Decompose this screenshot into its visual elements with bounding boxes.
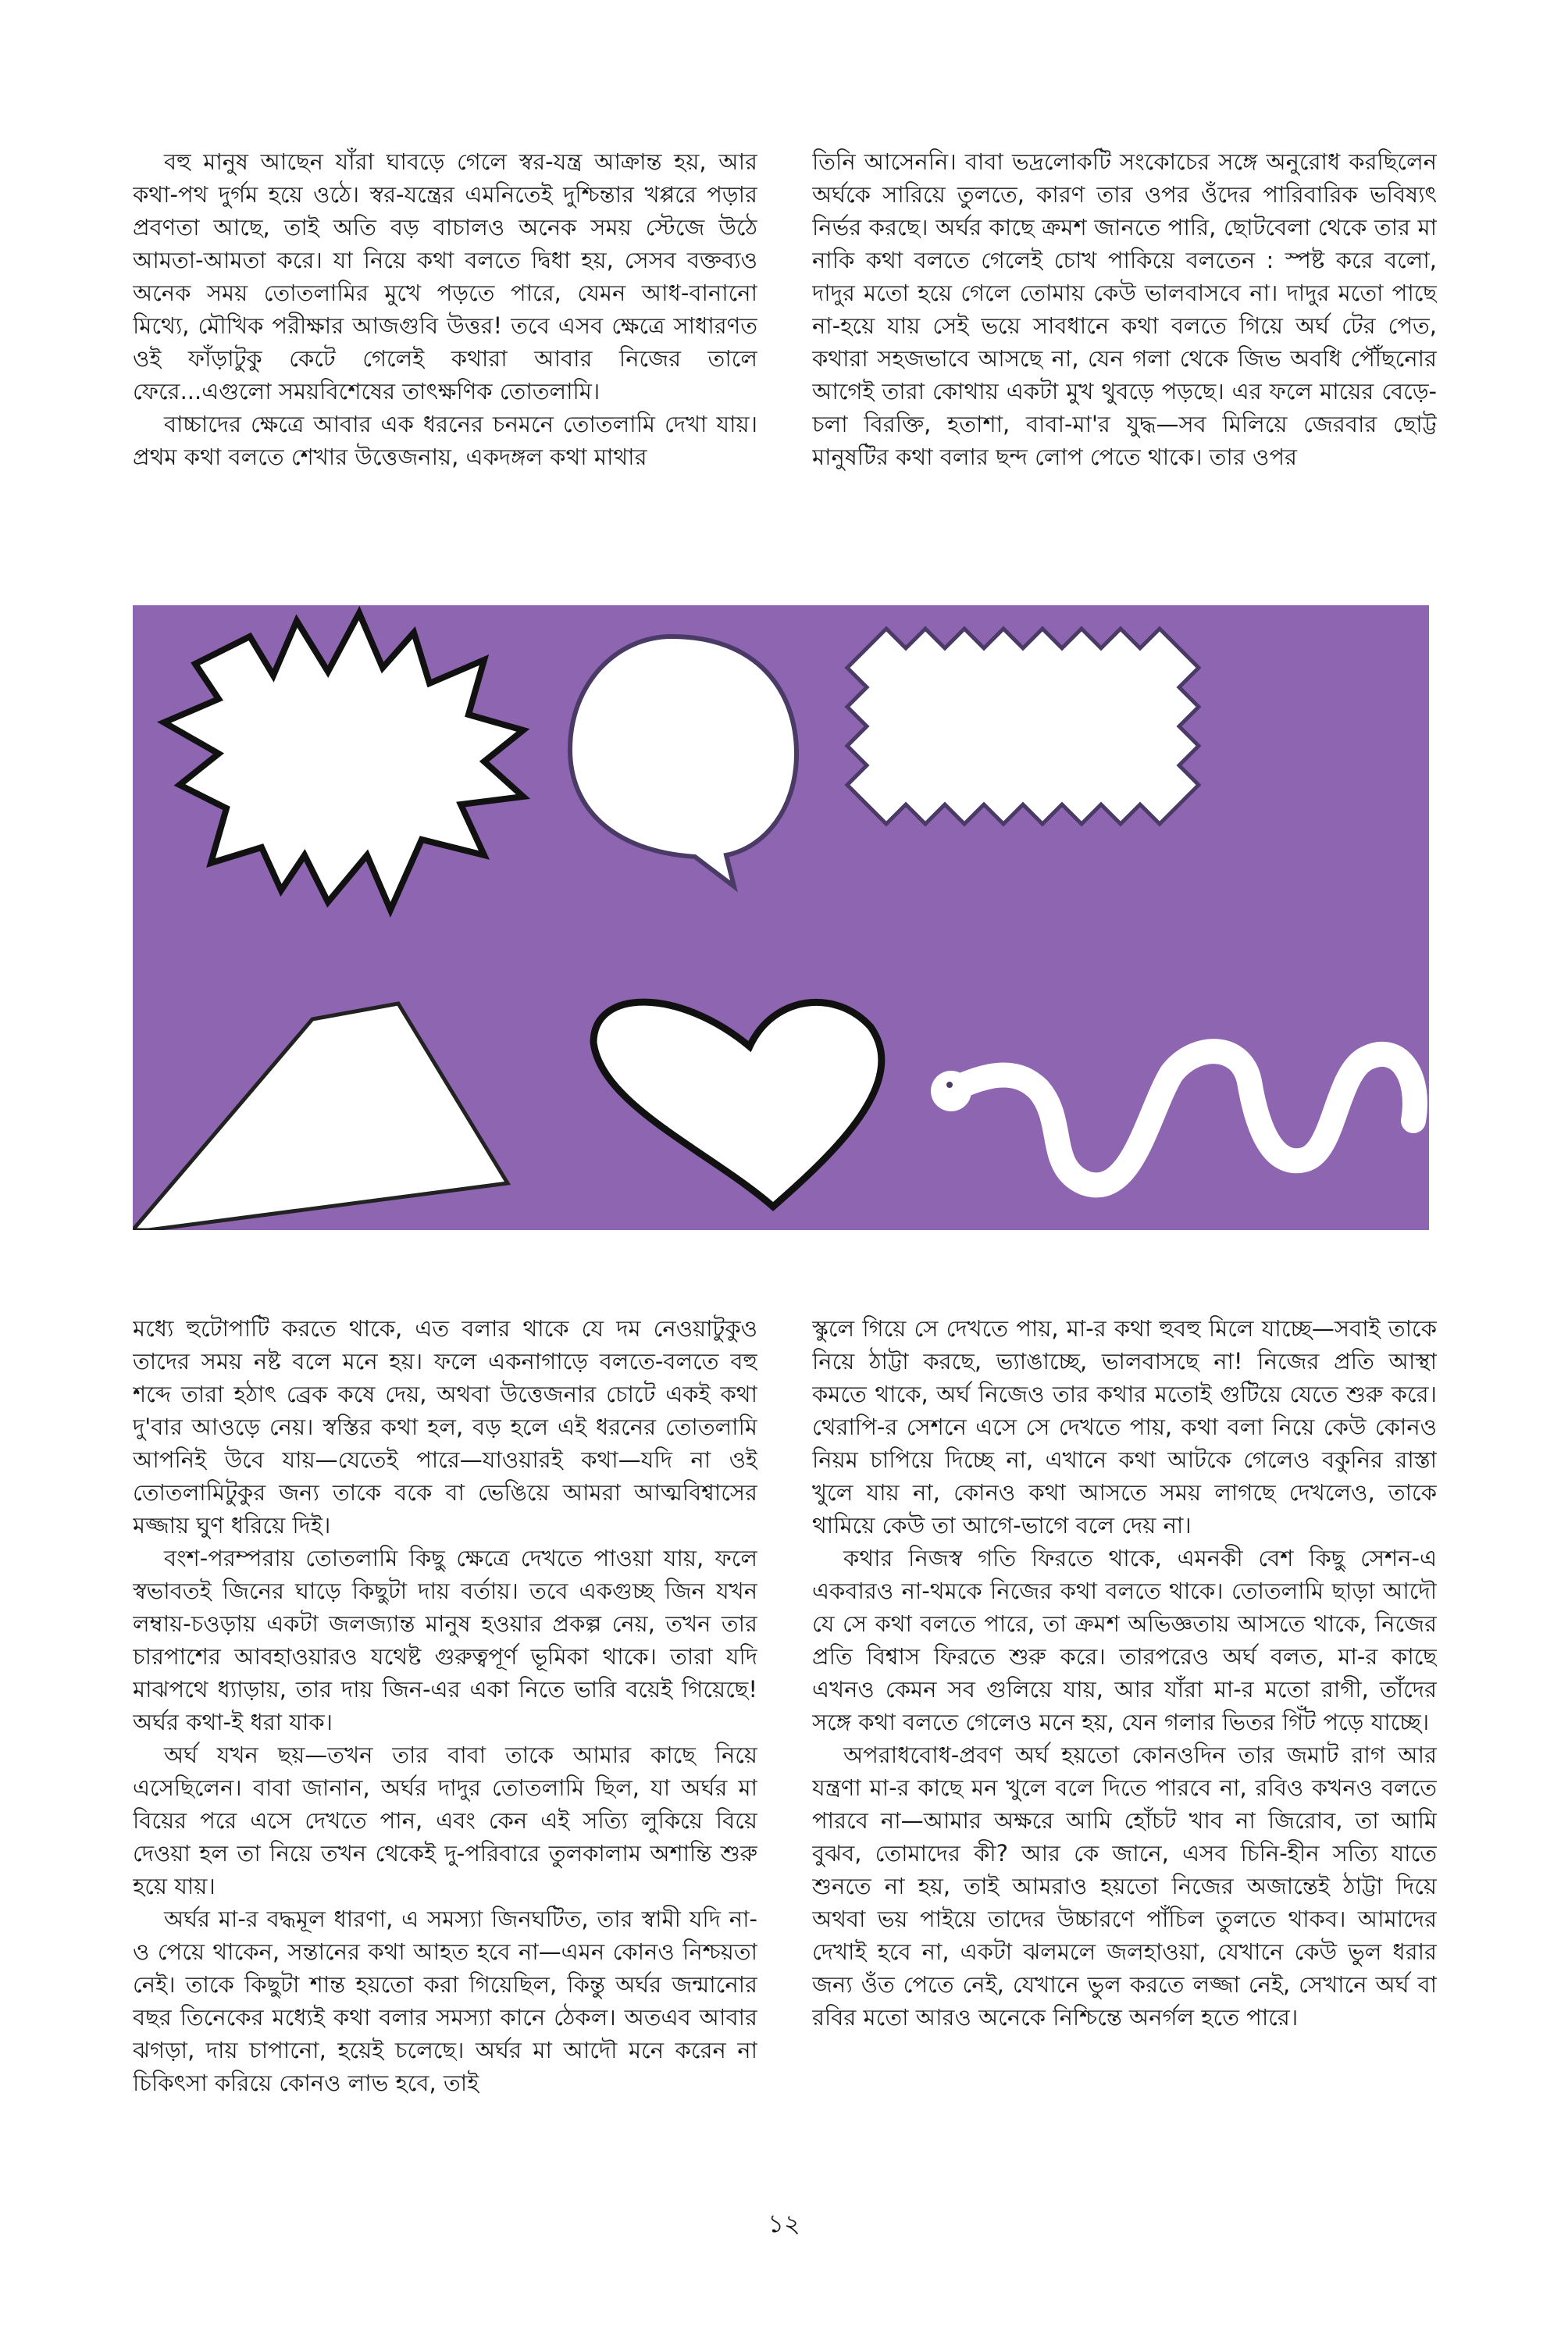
column-bottom-right bbox=[812, 1312, 1437, 2187]
paragraph: বংশ-পরম্পরায় তোতলামি কিছু ক্ষেত্রে দেখতে পাওয়া যায়, ফলে স্বভাবতই জিনের ঘাড়ে কিছুটা দায় বর্তায়। তবে একগুচ্ছ জিন যখন লম্বায়-চওড়ায় একটা জলজ্যান্ত মানুষ হওয়ার প্রকল্প নেয়, তখন তার চারপাশের আবহাওয়ারও যথেষ্ট গুরুত্বপূর্ণ ভূমিকা থাকে। তারা যদি মাঝপথে ধ্যাড়ায়, তার দায় জিন-এর একা নিতে ভারি বয়েই গিয়েছে! অর্ঘর কথা-ই ধরা যাক। bbox=[133, 1545, 757, 1735]
page-number: ১২ bbox=[768, 2209, 800, 2238]
paragraph: মধ্যে হুটোপাটি করতে থাকে, এত বলার থাকে যে দম নেওয়াটুকুও তাদের সময় নষ্ট বলে মনে হয়। ফলে একনাগাড়ে বলতে-বলতে বহু শব্দে তারা হঠাৎ ব্রেক কষে দেয়, অথবা উত্তেজনার চোটে একই কথা দু'বার আওড়ে নেয়। স্বস্তির কথা হল, বড় হলে এই ধরনের তোতলামি আপনিই উবে যায়—যেতেই পারে—যাওয়ারই কথা—যদি না ওই তোতলামিটুকুর জন্য তাকে বকে বা ভেঙিয়ে আমরা আত্মবিশ্বাসের মজ্জায় ঘুণ ধরিয়ে দিই। bbox=[133, 1315, 757, 1539]
snake-head-shape bbox=[931, 1071, 971, 1111]
column-top-left bbox=[133, 145, 757, 551]
paragraph: তিনি আসেননি। বাবা ভদ্রলোকটি সংকোচের সঙ্গে অনুরোধ করছিলেন অর্ঘকে সারিয়ে তুলতে, কারণ তার ওপর ওঁদের পারিবারিক ভবিষ্যৎ নির্ভর করছে। অর্ঘর কাছে ক্রমশ জানতে পারি, ছোটবেলা থেকে তার মা নাকি কথা বলতে গেলেই চোখ পাকিয়ে বলতেন : স্পষ্ট করে বলো, দাদুর মতো হয়ে গেলে তোমায় কেউ ভালবাসবে না। দাদুর মতো পাছে না-হয়ে যায় সেই ভয়ে সাবধানে কথা বলতে গিয়ে অর্ঘ টের পেত, কথারা সহজভাবে আসছে না, যেন গলা থেকে জিভ অবধি পৌঁছনোর আগেই তারা কোথায় একটা মুখ থুবড়ে পড়ছে। এর ফলে মায়ের বেড়ে-চলা বিরক্তি, হতাশা, বাবা-মা'র যুদ্ধ—সব মিলিয়ে জেরবার ছোট্ট মানুষটির কথা বলার ছন্দ লোপ পেতে থাকে। তার ওপর bbox=[812, 148, 1437, 470]
paragraph: বাচ্চাদের ক্ষেত্রে আবার এক ধরনের চনমনে তোতলামি দেখা যায়। প্রথম কথা বলতে শেখার উত্তেজনায়, একদঙ্গল কথা মাথার bbox=[133, 411, 757, 470]
paragraph: বহু মানুষ আছেন যাঁরা ঘাবড়ে গেলে স্বর-যন্ত্র আক্রান্ত হয়, আর কথা-পথ দুর্গম হয়ে ওঠে। স্বর-যন্ত্রের এমনিতেই দুশ্চিন্তার খপ্পরে পড়ার প্রবণতা আছে, তাই অতি বড় বাচালও অনেক সময় স্টেজে উঠে আমতা-আমতা করে। যা নিয়ে কথা বলতে দ্বিধা হয়, সেসব বক্তব্যও অনেক সময় তোতলামির মুখে পড়তে পারে, যেমন আধ-বানানো মিথ্যে, মৌখিক পরীক্ষার আজগুবি উত্তর! তবে এসব ক্ষেত্রে সাধারণত ওই ফাঁড়াটুকু কেটে গেলেই কথারা আবার নিজের তালে ফেরে...এগুলো সময়বিশেষের তাৎক্ষণিক তোতলামি। bbox=[133, 148, 757, 405]
snake-eye-shape bbox=[946, 1082, 953, 1088]
zigzag-rectangle-shape bbox=[847, 629, 1199, 824]
paragraph: অপরাধবোধ-প্রবণ অর্ঘ হয়তো কোনওদিন তার জমাট রাগ আর যন্ত্রণা মা-র কাছে মন খুলে বলে দিতে পারবে না, রবিও কখনও বলতে পারবে না—আমার অক্ষরে আমি হোঁচট খাব না জিরোব, তা আমি বুঝব, তোমাদের কী? আর কে জানে, এসব চিনি-হীন সত্যি যাতে শুনতে না হয়, তাই আমরাও হয়তো নিজের অজান্তেই ঠাট্টা দিয়ে অথবা ভয় পাইয়ে তাদের উচ্চারণে পাঁচিল তুলতে থাকব। আমাদের দেখাই হবে না, একটা ঝলমলে জলহাওয়া, যেখানে কেউ ভুল ধরার জন্য ওঁত পেতে নেই, যেখানে ভুল করতে লজ্জা নেই, সেখানে অর্ঘ বা রবির মতো আরও অনেকে নিশ্চিন্তে অনর্গল হতে পারে। bbox=[812, 1742, 1437, 2031]
speech-bubbles-illustration bbox=[133, 605, 1429, 1230]
column-bottom-left bbox=[133, 1312, 757, 2187]
paragraph: অর্ঘর মা-র বদ্ধমূল ধারণা, এ সমস্যা জিনঘটিত, তার স্বামী যদি না-ও পেয়ে থাকেন, সন্তানের কথা আহত হবে না—এমন কোনও নিশ্চয়তা নেই। তাকে কিছুটা শান্ত হয়তো করা গিয়েছিল, কিন্তু অর্ঘর জন্মানোর বছর তিনেকের মধ্যেই কথা বলার সমস্যা কানে ঠেকল। অতএব আবার ঝগড়া, দায় চাপানো, হয়েই চলেছে। অর্ঘর মা আদৌ মনে করেন না চিকিৎসা করিয়ে কোনও লাভ হবে, তাই bbox=[133, 1906, 757, 2096]
column-top-right bbox=[812, 145, 1437, 551]
illustration-canvas bbox=[133, 605, 1429, 1230]
paragraph: অর্ঘ যখন ছয়—তখন তার বাবা তাকে আমার কাছে নিয়ে এসেছিলেন। বাবা জানান, অর্ঘর দাদুর তোতলামি ছিল, যা অর্ঘর মা বিয়ের পরে এসে দেখতে পান, এবং কেন এই সত্যি লুকিয়ে বিয়ে দেওয়া হল তা নিয়ে তখন থেকেই দু-পরিবারে তুলকালাম অশান্তি শুরু হয়ে যায়। bbox=[133, 1742, 757, 1899]
paragraph: কথার নিজস্ব গতি ফিরতে থাকে, এমনকী বেশ কিছু সেশন-এ একবারও না-থমকে নিজের কথা বলতে থাকে। তোতলামি ছাড়া আদৌ যে সে কথা বলতে পারে, তা ক্রমশ অভিজ্ঞতায় আসতে থাকে, নিজের প্রতি বিশ্বাস ফিরতে শুরু করে। তারপরেও অর্ঘ বলত, মা-র কাছে এখনও কেমন সব গুলিয়ে যায়, আর যাঁরা মা-র মতো রাগী, তাঁদের সঙ্গে কথা বলতে গেলেও মনে হয়, যেন গলার ভিতর গিঁট পড়ে যাচ্ছে। bbox=[812, 1545, 1437, 1735]
paragraph: স্কুলে গিয়ে সে দেখতে পায়, মা-র কথা হুবহু মিলে যাচ্ছে—সবাই তাকে নিয়ে ঠাট্টা করছে, ভ্যাঙাচ্ছে, ভালবাসছে না! নিজের প্রতি আস্থা কমতে থাকে, অর্ঘ নিজেও তার কথার মতোই গুটিয়ে যেতে শুরু করে। থেরাপি-র সেশনে এসে সে দেখতে পায়, কথা বলা নিয়ে কেউ কোনও নিয়ম চাপিয়ে দিচ্ছে না, এখানে কথা আটকে গেলেও বকুনির রাস্তা খুলে যায় না, কোনও কথা আসতে সময় লাগছে দেখলেও, তাকে থামিয়ে কেউ তা আগে-ভাগে বলে দেয় না। bbox=[812, 1315, 1437, 1539]
